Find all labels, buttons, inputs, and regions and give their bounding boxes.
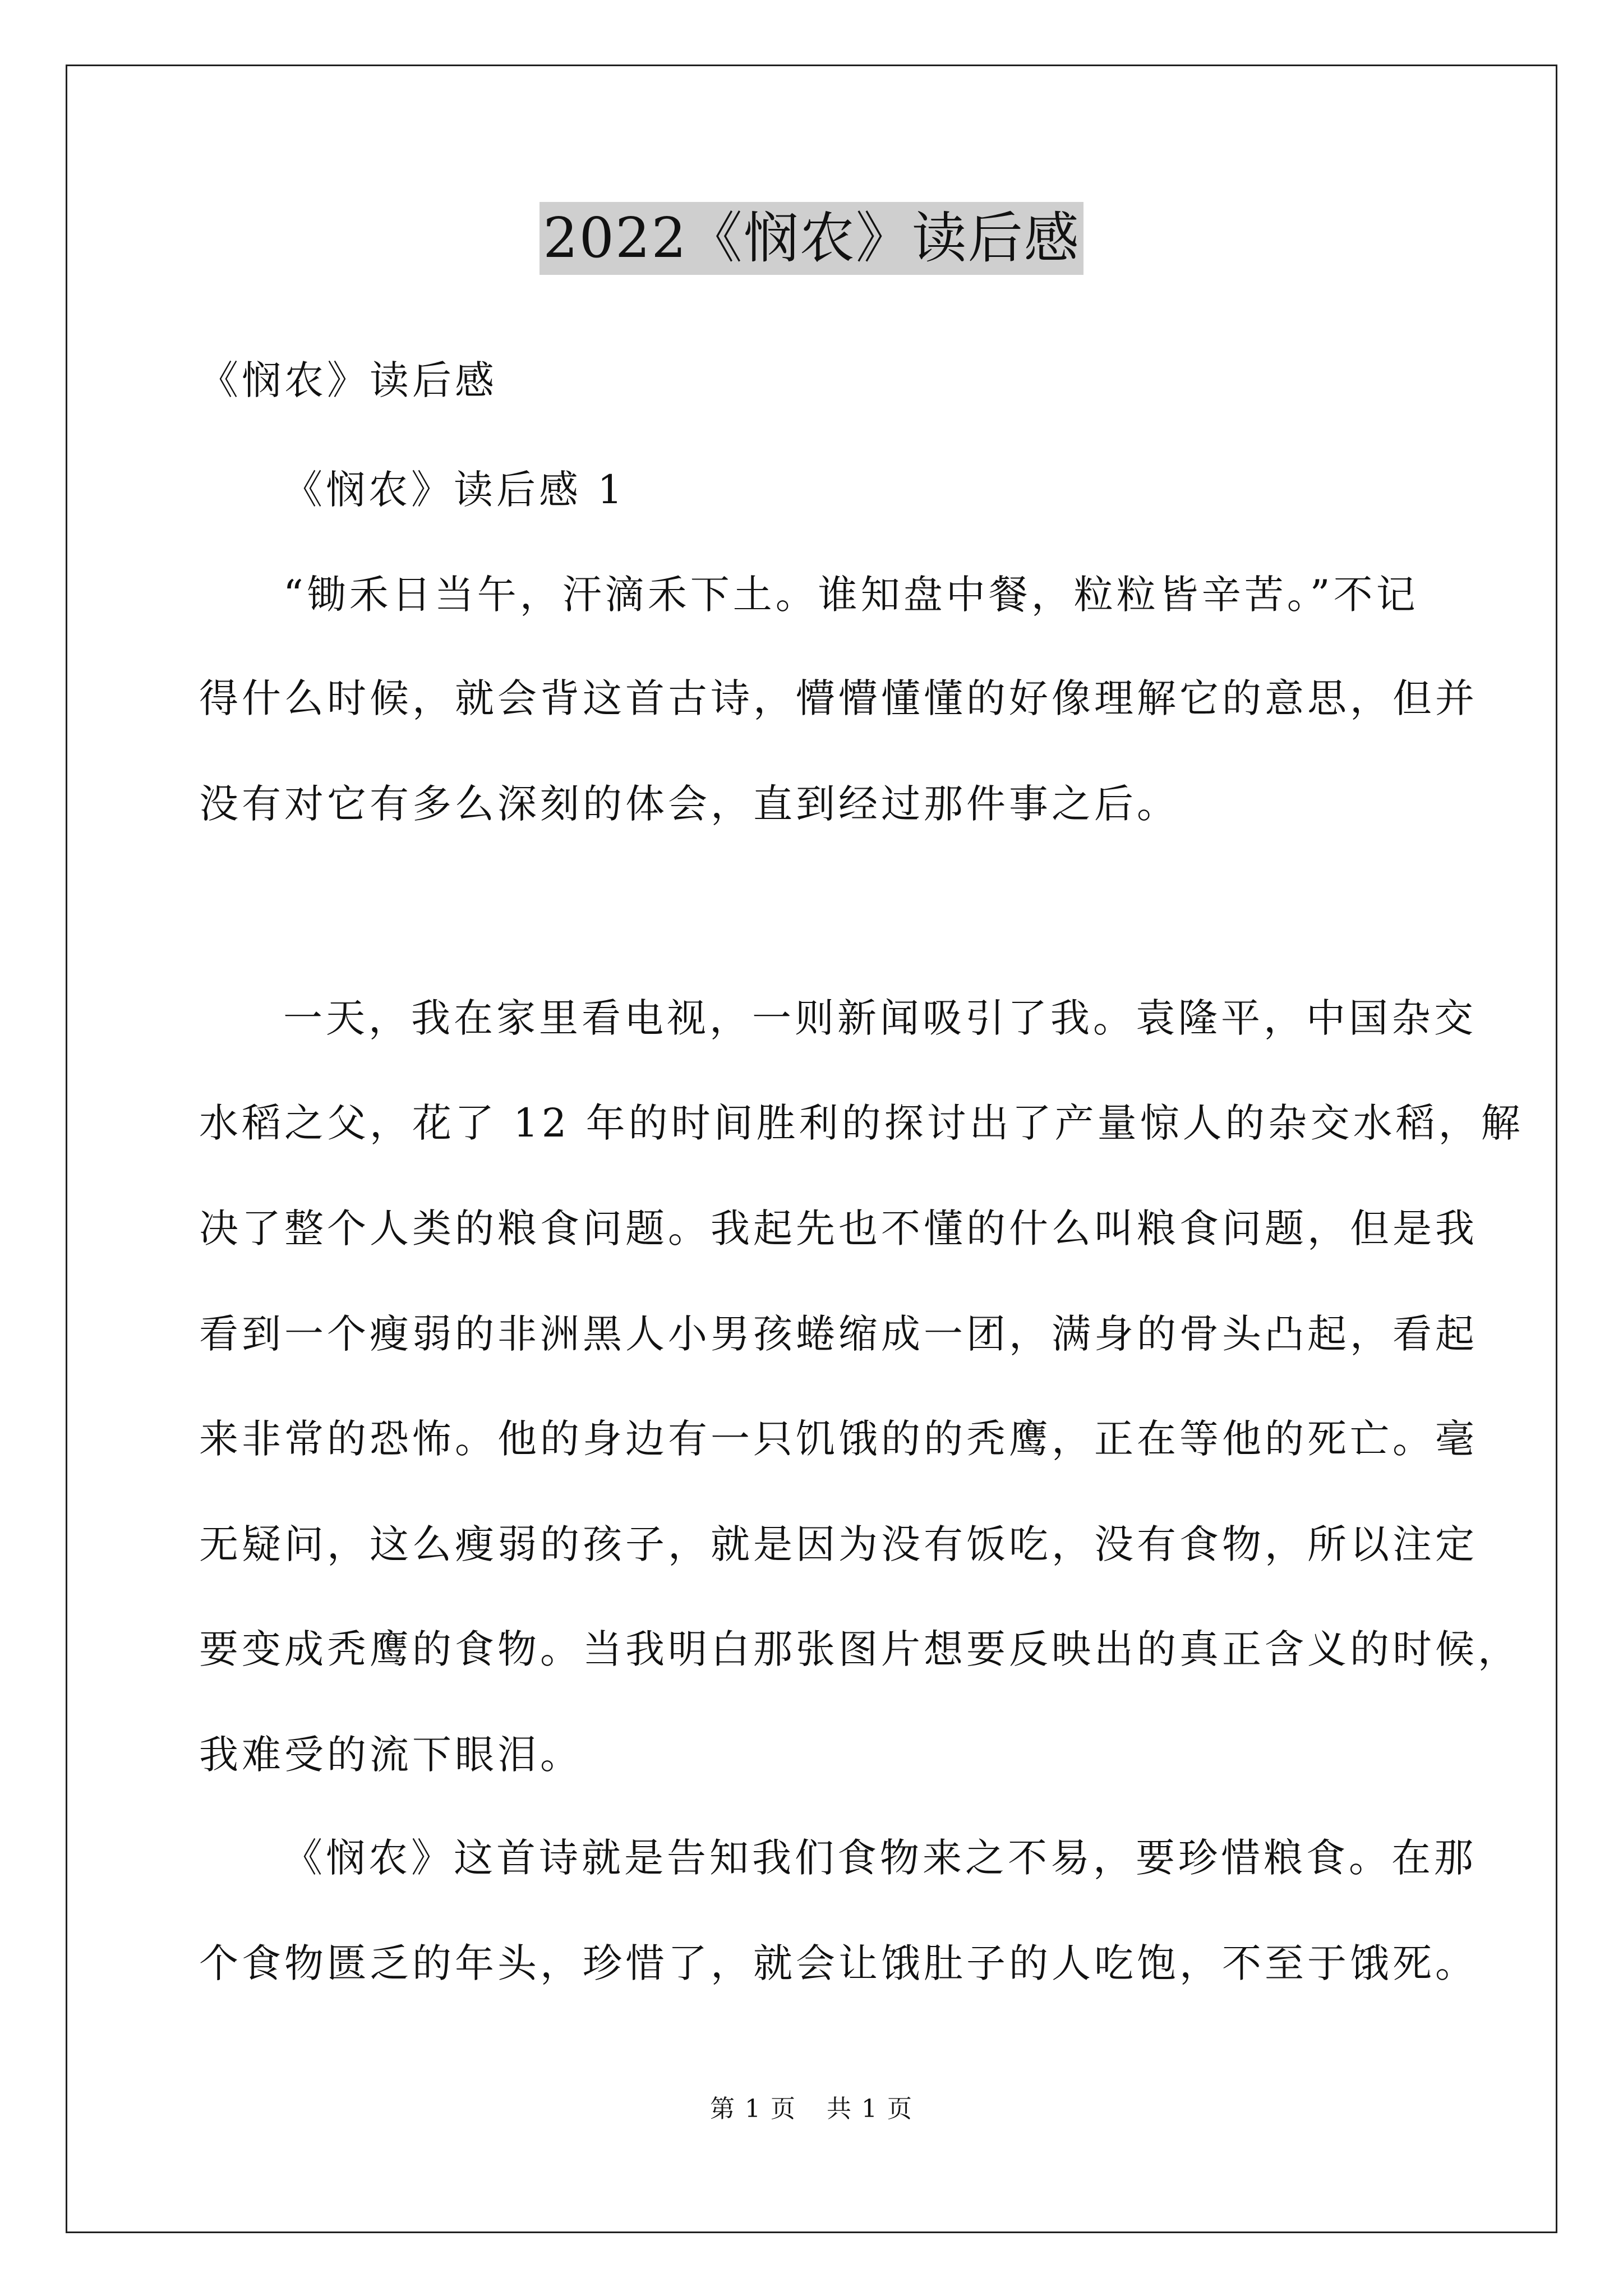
paragraph-1-line-3: 没有对它有多么深刻的体会，直到经过那件事之后。 [199, 781, 1179, 827]
paragraph-2-line-2: 水稻之父，花了 12 年的时间胜利的探讨出了产量惊人的杂交水稻，解 [199, 1100, 1524, 1146]
paragraph-2-line-6: 无疑问，这么瘦弱的孩子，就是因为没有饭吃，没有食物，所以注定 [199, 1521, 1478, 1567]
document-title [0, 199, 1623, 278]
section-heading: 《悯农》读后感 1 [283, 467, 626, 513]
paragraph-1-line-1: “锄禾日当午，汗滴禾下土。谁知盘中餐，粒粒皆辛苦。”不记 [283, 572, 1419, 618]
page-total: 共 1 页 [827, 2095, 913, 2123]
paragraph-1-line-2: 得什么时候，就会背这首古诗，懵懵懂懂的好像理解它的意思，但并 [199, 675, 1478, 721]
document-subtitle: 《悯农》读后感 [199, 357, 497, 403]
paragraph-2-line-4: 看到一个瘦弱的非洲黑人小男孩蜷缩成一团，满身的骨头凸起，看起 [199, 1311, 1478, 1357]
paragraph-2-line-1: 一天，我在家里看电视，一则新闻吸引了我。袁隆平，中国杂交 [283, 995, 1477, 1041]
paragraph-2-line-3: 决了整个人类的粮食问题。我起先也不懂的什么叫粮食问题，但是我 [199, 1205, 1478, 1251]
page-footer [0, 2092, 1623, 2126]
paragraph-3-line-2: 个食物匮乏的年头，珍惜了，就会让饿肚子的人吃饱，不至于饿死。 [199, 1940, 1478, 1986]
paragraph-3-line-1: 《悯农》这首诗就是告知我们食物来之不易，要珍惜粮食。在那 [283, 1835, 1477, 1881]
paragraph-2-line-7: 要变成秃鹰的食物。当我明白那张图片想要反映出的真正含义的时候， [199, 1626, 1520, 1672]
paragraph-2-line-5: 来非常的恐怖。他的身边有一只饥饿的的秃鹰，正在等他的死亡。毫 [199, 1416, 1478, 1462]
page-number: 第 1 页 [710, 2095, 796, 2123]
document-title-text: 2022《悯农》读后感 [540, 202, 1083, 275]
paragraph-2-line-8: 我难受的流下眼泪。 [199, 1732, 583, 1778]
